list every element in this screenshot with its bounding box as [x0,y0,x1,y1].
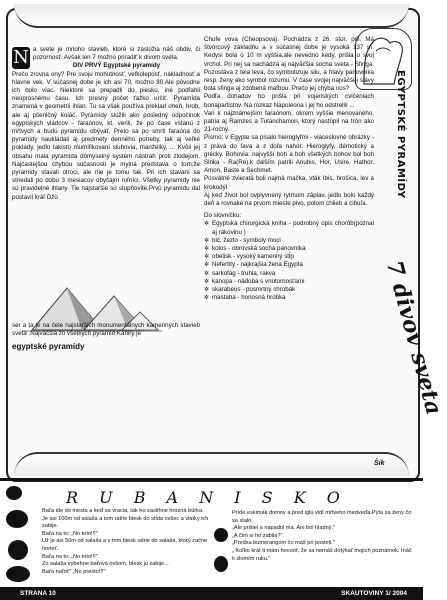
joke-line: Zo salaša vybehne baťová ovšom, blesk ju zabije... [42,561,169,568]
sidebar-title [378,70,408,250]
article-left-column [12,46,200,202]
joke-line: „Predsa bumerangom čo máš pri posteli." [232,540,335,547]
joke-line: „ Koľko krát ti mám hovoriť, že sa nemáš dotýkať mojich poznámok. Ináč ti zlomím ruku." [232,547,412,562]
section-title-text: 7 divov sveta [380,258,447,418]
article-right-body6: Aj keď život bol ovplyvnený rytmom záplav, jedlo bolo každý deň a rovnaké:na prvom mieste pivo, potom chlieb a cibuľa. [204,191,374,208]
vocab-item: ✲ kanopa - nádoba s vnútornosťami [204,278,374,286]
article-right-body4: Písmo: v Egypte sa písalo hieroglyfmi - viaceslovné obrázky - z pravá do ľava a z doľa nahor. Hieroglyfy, démotický a grécky. Bohovia: najvyšší boh a boh všetkých bohov bol boh Slnka - Ra(Re),k dalším patrili Anubis, Hor, Usire, Hathor, Amon, Baste a Sechmet. [204,134,374,175]
joke-line: Baťa naťoť" „No presto!!!" [42,568,106,575]
article-left-tail: ser a ta je na čele najstarších monumentálnych kamenných stavieb sveta .Najväčšia zo všetkých pyramíd Káhiry je [12,322,200,338]
vocab-item: ✲ skarabeus - posmrtný chrobák [204,286,374,294]
footer-page-number: STRANA 10 [20,590,56,597]
rubanisko-left-jokes [42,508,220,576]
joke-line: Baťa ide do mesta a keď sa vracia, tak ho zastihne hrozná búrka. [42,508,204,514]
article-right-column [204,36,374,303]
scroll-bottom-roll [14,452,409,476]
article-right-top: Chufe vova (Cheopsova). Pochádza z 26. stor. pnl. Má štvorcový základňu a v súčasnej dobe je vysoká 137 m. Kedysi bola o 10 m vyššia,ale nevedno kedy, prišla o svoj vrchol. Pri nej sa nachádza aj najväčšia socha sveta - Sfinga. Pozostáva z tela leva, čo symbolizuje silu, a hlavy panovníka resp. ženy ako symbol rozumu. V čase svojej najväčšej slávy bola sfinga aj zdobená maľbou. Prečo jej chýba nos? [204,36,374,93]
article-right-body5: Posvätné zvieratá boli najmä mačka, vták Ibis, hrošica, lev a krokodýl. [204,175,374,191]
rubanisko-right-jokes [232,510,412,563]
vocab-item: ✲ kolos - obrovská socha panovníka [204,245,374,253]
vocab-item: ✲ mastaba - honosná hrobka [204,294,374,302]
footer-issue: SKAUTOVINY 1/ 2004 [341,590,407,597]
joke-line: „A čím si ho zabila?" [232,532,283,539]
cartoon-face-icon [6,486,22,500]
rubanisko-title: R U B A N I S K O [66,488,348,507]
dropcap: N [13,47,29,68]
article-subtitle: DIV PRVÝ Egyptské pyramídy [72,62,161,70]
vocab-list [204,220,374,302]
joke-line: Baťa na to: „No toto!!!" [42,553,98,560]
joke-line: Je asi 100m od salaša a tom udrie blesk do stĺda ovšec a viatky ich zabije. [42,515,209,530]
joke-line: Baťa na to: „No toto!!!" [42,530,98,537]
pyramids-caption: egyptské pyramídy [12,342,85,351]
cartoon-face-icon [6,566,30,582]
vocab-item: ✲ bič, žezlo - symboly moci [204,237,374,245]
scroll-top-roll [14,4,409,28]
cartoon-face-icon [6,510,28,528]
article-intro: a svete je mnoho stavieb, ktoré si zaslúžia náš obdiv, či pozornosť. Avšak len 7 možno priradiť k divom sveta. [33,46,200,62]
vocab-item: ✲ Nefertity - najkrajšia žena Egypta [204,261,374,269]
joke-line: Už je asi 50m od salaša a v tom blesk udrie do salaša, ktorý začne horieť. [42,538,208,552]
vocab-item: ✲ Egyptská chirurgická kniha - podrobný opis chorôb(poznal aj rakovinu ) [204,220,374,236]
vocab-item: ✲ obelisk - vysoký kamenný stĺp [204,253,374,261]
cartoon-face-icon [8,540,28,560]
sidebar-title-text: EGYPTSKÉ PYRAMÍDY [395,70,406,199]
author-signature: Šik [374,460,385,467]
section-divider [0,478,423,481]
vocab-title: Do slovníčku: [204,212,242,220]
article-body: Prečo zrovna ony? Pre svoju mohutnosť, veľkoleposť, nákladnosť a hlavne vek. V súčasnej dobe je ich asi 70, možno 80.Ale pôvodne ich bolo viac. Niektoré sa prepadli do piesku, iné podľahli neúprosnému času. Ich presný počet ťažko určiť. Pyramída znamená v geometrii ihlan. Tu sa však používa preklad oheň, hrob, ale aj pšeničný koláč. Pyramídy slúžili ako posledný odpočinok egyptských vládcov - faraónov, kt. verili, že po čase vstanú z mŕtvych a budú pyramídu obývať. Preto sa po smrti faraóna do pyramídy naukladali aj predmety denného potreby, tak aj veľké poklady, jedlo takisto mumifikovaní sluhovia, manželky, ... Kvôli jej obsahu mala pyramída dômyselný systém nástrah proti zlodejom. Najčastejšou chybou súčasnosti je mylná predstava o tom,že pyramídy stavali otroci, ale nie je tomu tak. Pri ich stavaní sa striedali po dobu 3 mesiacov obyčajní roľníci. Všetky pyramídy nie sú pravidelné ihlany. Tie najstaršie sú stupňovité.Prvú pyramídu dal postavil kráľ Džo [12,70,200,201]
vocab-item: ✲ sarkofág - truhla, rakva [204,270,374,278]
joke-line: Príde eskimák domov a pred iglú vidí mŕtveho medveďa.Pýta sa ženy čo sa stalo. [232,510,412,524]
section-title [360,258,447,418]
article-right-body2: Podľa dohadov ho prišla pri vojenských cvičeniach bonapartistov. Na rozkaz Napoleona i jej ho odstrelili ... [204,93,374,109]
joke-line: „Ale prišiel a napadol ma. Ani bol hladný." [232,525,336,532]
article-right-body3: Vari k najznámejším faraónom, okrem vyššie menovaného, patria aj Ramzes a Tutanchamon, ktorý nastúpil na trón ako 21-ročný. [204,109,374,134]
page-footer [0,587,423,600]
